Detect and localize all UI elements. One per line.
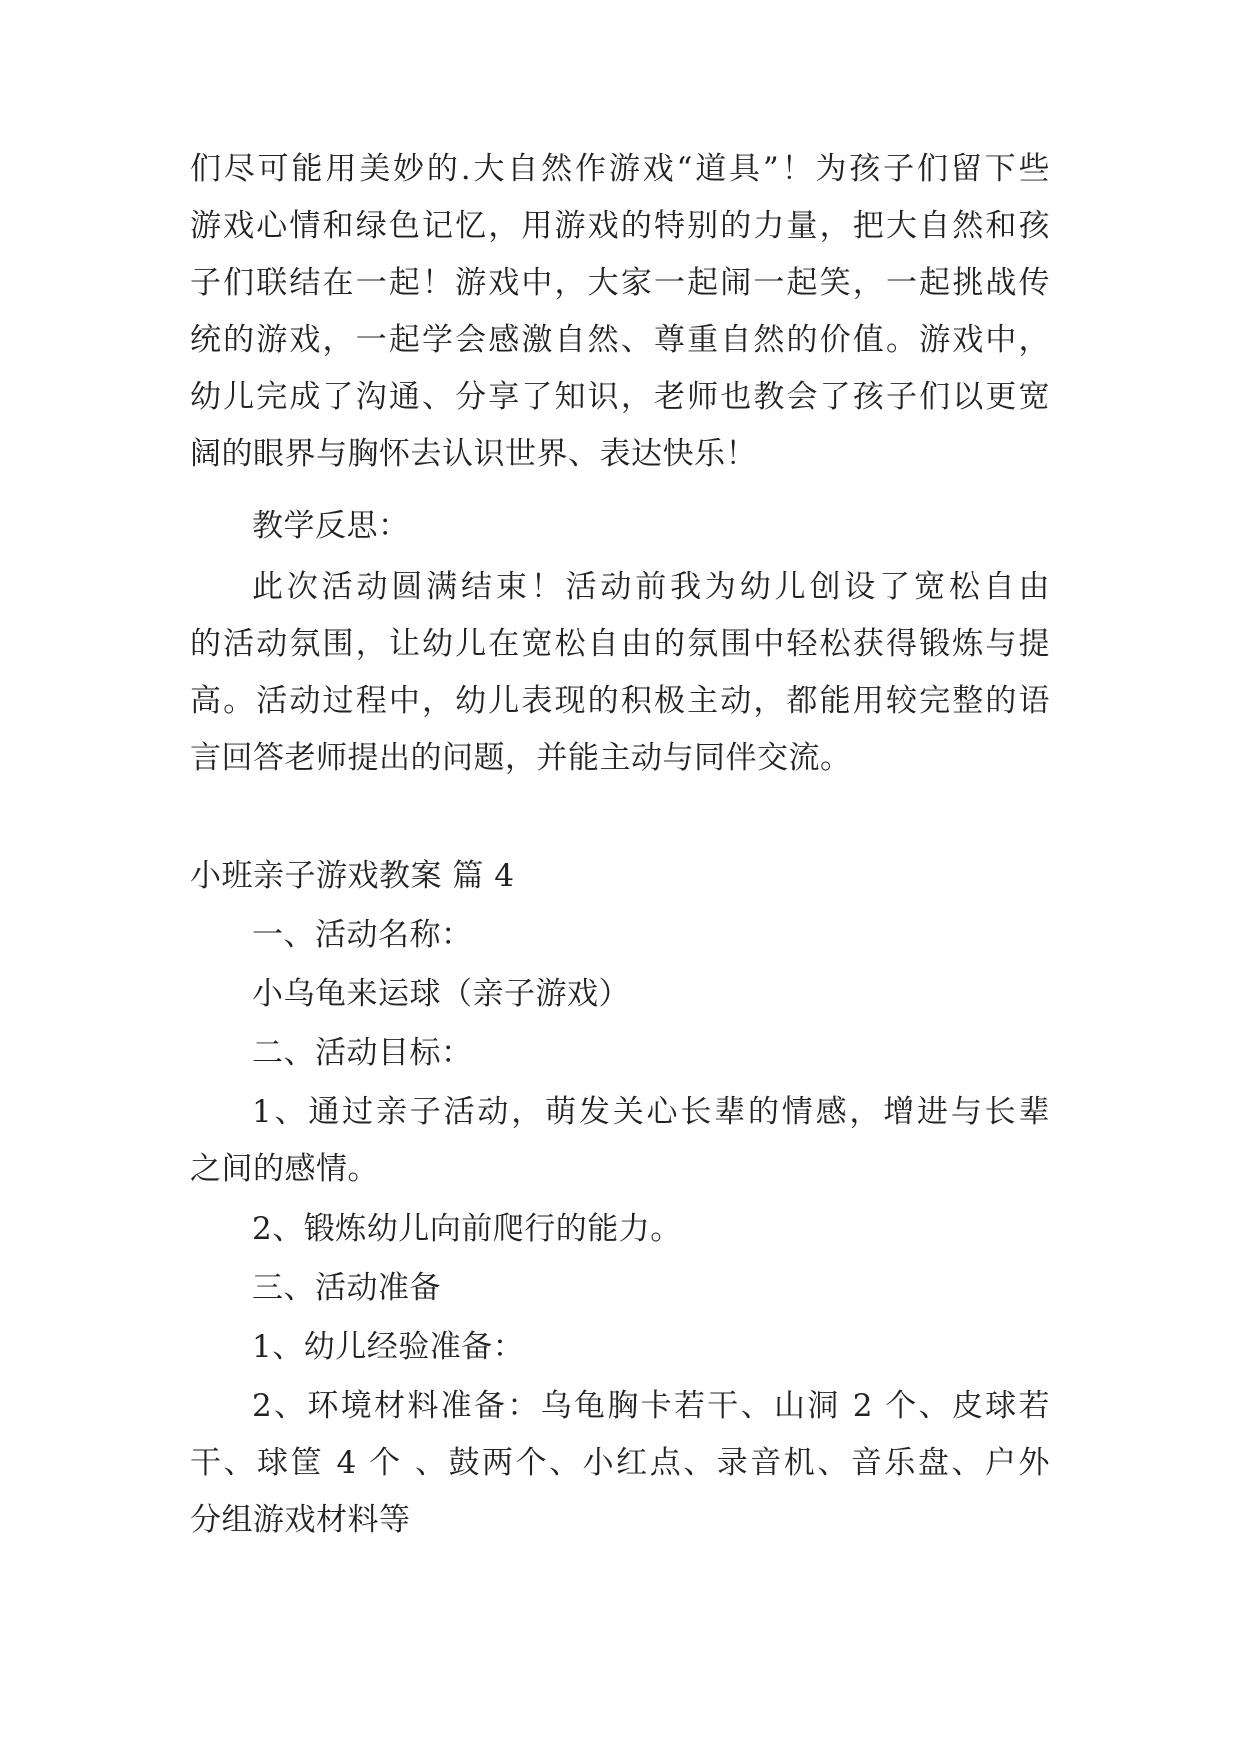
- goals-label: 二、活动目标：: [252, 1035, 473, 1071]
- reflection-line: 此次活动圆满结束！活动前我为幼儿创设了宽松自由: [252, 569, 1050, 605]
- goal-line: 之间的感情。: [190, 1151, 379, 1187]
- prep-item: 1、幼儿经验准备：: [252, 1329, 525, 1365]
- reflection-line: 的活动氛围，让幼儿在宽松自由的氛围中轻松获得锻炼与提: [190, 626, 1050, 662]
- prep-line: 干、球筐 4 个 、鼓两个、小红点、录音机、音乐盘、户外: [190, 1445, 1050, 1481]
- prep-label: 三、活动准备: [252, 1270, 441, 1306]
- paragraph-line: 子们联结在一起！游戏中，大家一起闹一起笑，一起挑战传: [190, 265, 1050, 301]
- prep-line: 2、环境材料准备：乌龟胸卡若干、山洞 2 个、皮球若: [252, 1388, 1050, 1424]
- paragraph-line: 阔的眼界与胸怀去认识世界、表达快乐！: [190, 436, 757, 472]
- goal-line: 2、锻炼幼儿向前爬行的能力。: [252, 1211, 682, 1247]
- reflection-line: 言回答老师提出的问题，并能主动与同伴交流。: [190, 740, 852, 776]
- goal-line: 1、通过亲子活动，萌发关心长辈的情感，增进与长辈: [252, 1094, 1050, 1130]
- paragraph-line: 统的游戏，一起学会感激自然、尊重自然的价值。游戏中，: [190, 322, 1050, 358]
- section-heading: 小班亲子游戏教案 篇 4: [190, 858, 515, 894]
- reflection-title: 教学反思：: [252, 508, 410, 544]
- reflection-line: 高。活动过程中，幼儿表现的积极主动，都能用较完整的语: [190, 683, 1050, 719]
- paragraph-line: 幼儿完成了沟通、分享了知识，老师也教会了孩子们以更宽: [190, 379, 1050, 415]
- activity-name-label: 一、活动名称：: [252, 917, 473, 953]
- paragraph-line: 们尽可能用美妙的.大自然作游戏“道具”！为孩子们留下些: [190, 151, 1050, 187]
- paragraph-line: 游戏心情和绿色记忆，用游戏的特别的力量，把大自然和孩: [190, 208, 1050, 244]
- activity-name: 小乌龟来运球（亲子游戏）: [252, 976, 630, 1012]
- prep-line: 分组游戏材料等: [190, 1502, 411, 1538]
